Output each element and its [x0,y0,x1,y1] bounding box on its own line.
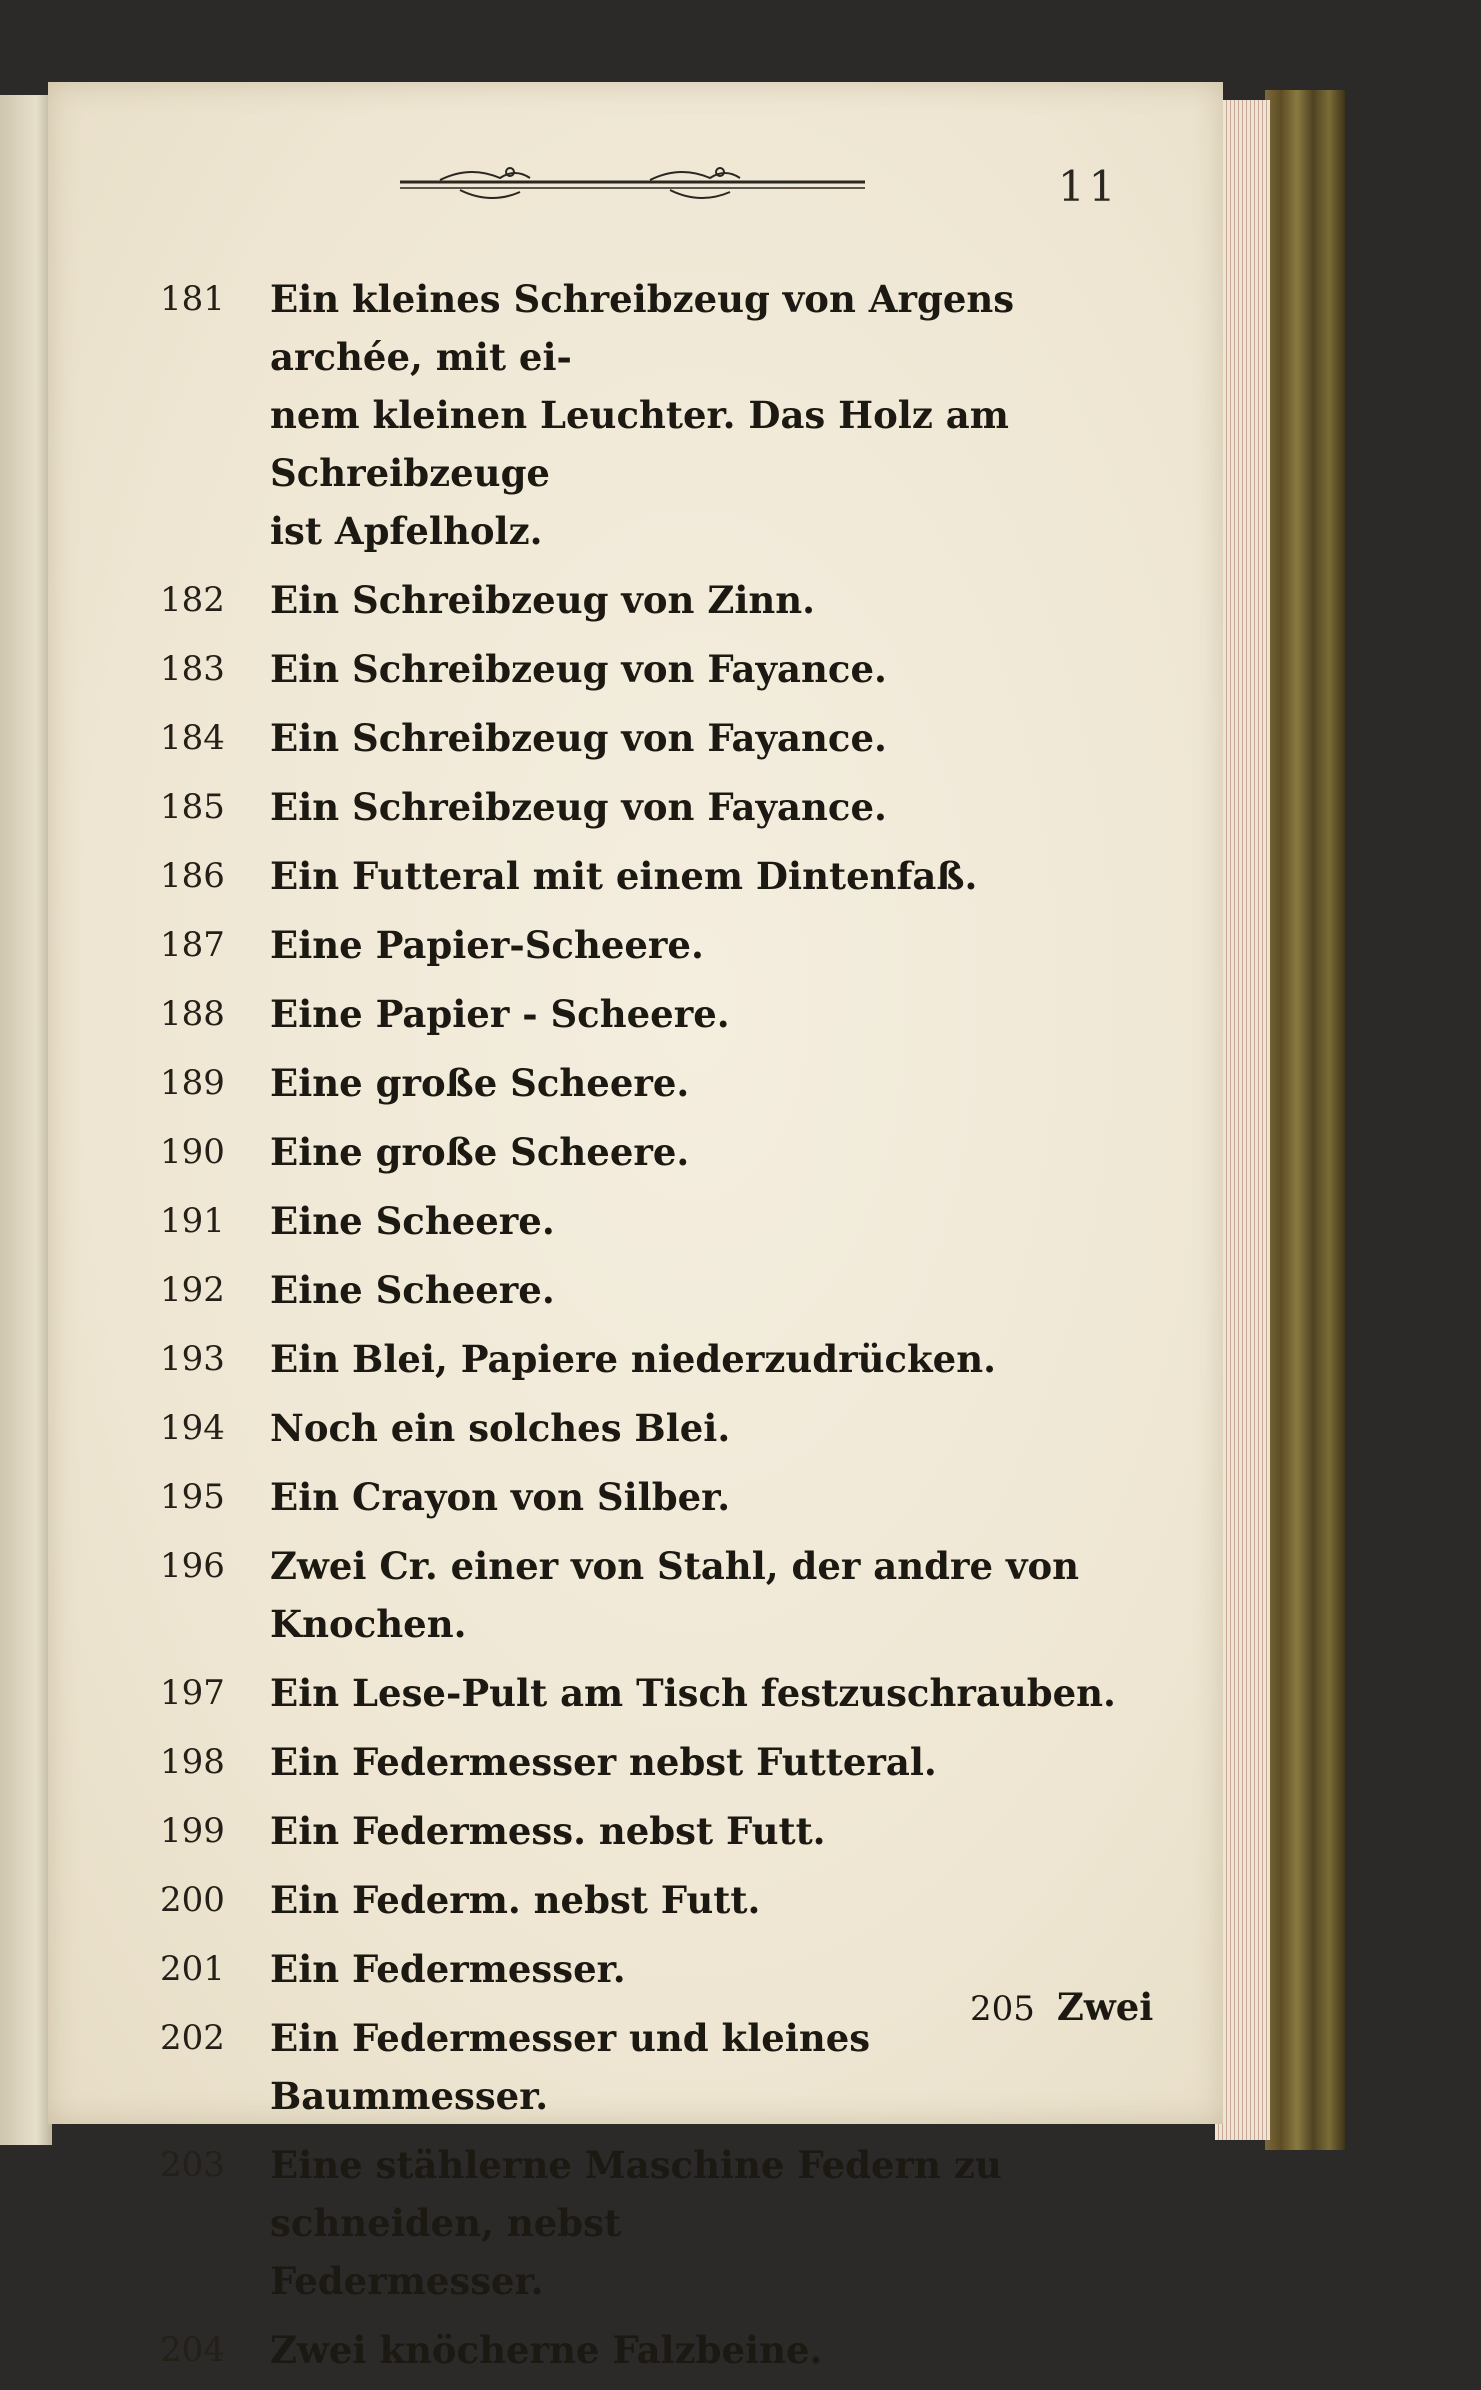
entry-line: Eine Papier - Scheere. [270,992,730,1036]
entry-line: Eine große Scheere. [270,1130,690,1174]
left-page-edge [0,95,52,2145]
entry-number: 195 [160,1477,225,1517]
entry-line: Ein Federmess. nebst Futt. [270,1809,826,1853]
entry-line: Ein Federmesser nebst Futteral. [270,1740,937,1784]
list-item [160,1330,1160,1388]
list-item [160,1733,1160,1791]
entry-text [270,1802,1160,1860]
inventory-list [160,270,1160,2390]
list-item [160,1537,1160,1653]
entry-number: 191 [160,1201,225,1241]
entry-line: Ein Schreibzeug von Zinn. [270,578,816,622]
list-item [160,1802,1160,1860]
catchword-word: Zwei [1056,1985,1154,2029]
entry-text [270,709,1160,767]
list-item [160,1871,1160,1929]
entry-line: Ein Federm. nebst Futt. [270,1878,761,1922]
page-stack-edge [1215,100,1270,2140]
entry-text [270,1192,1160,1250]
entry-line: Eine stählerne Maschine Federn zu schneiden, nebst [270,2143,1002,2245]
list-item [160,2321,1160,2379]
entry-number: 188 [160,994,225,1034]
ornament-rule-icon [400,160,865,210]
entry-text [270,1537,1160,1653]
entry-text [270,1733,1160,1791]
entry-line: nem kleinen Leuchter. Das Holz am Schreibzeuge [270,393,1009,495]
page-number: 11 [1058,162,1120,211]
entry-text [270,571,1160,629]
list-item [160,916,1160,974]
entry-text [270,1261,1160,1319]
list-item [160,571,1160,629]
list-item [160,1192,1160,1250]
entry-text [270,270,1160,560]
entry-number: 198 [160,1742,225,1782]
list-item [160,1468,1160,1526]
entry-line: Ein kleines Schreibzeug von Argens archée, mit ei- [270,277,1015,379]
entry-text [270,778,1160,836]
entry-text [270,1468,1160,1526]
entry-line: ist Apfelholz. [270,509,543,553]
entry-line: Ein Schreibzeug von Fayance. [270,785,887,829]
catchword-number: 205 [970,1989,1035,2029]
list-item [160,640,1160,698]
list-item [160,1664,1160,1722]
entry-line: Noch ein solches Blei. [270,1406,731,1450]
entry-number: 189 [160,1063,225,1103]
entry-line: Eine Scheere. [270,1199,555,1243]
entry-number: 181 [160,279,225,319]
entry-text [270,1871,1160,1929]
list-item [160,270,1160,560]
entry-number: 203 [160,2145,225,2185]
list-item [160,1123,1160,1181]
entry-number: 204 [160,2330,225,2370]
entry-number: 202 [160,2018,225,2058]
entry-text [270,985,1160,1043]
entry-line: Ein Futteral mit einem Dintenfaß. [270,854,978,898]
entry-number: 197 [160,1673,225,1713]
entry-text [270,847,1160,905]
entry-text [270,1399,1160,1457]
entry-text [270,1054,1160,1112]
entry-text [270,1123,1160,1181]
entry-number: 196 [160,1546,225,1586]
entry-text [270,1664,1160,1722]
entry-number: 194 [160,1408,225,1448]
entry-number: 200 [160,1880,225,1920]
entry-text [270,640,1160,698]
list-item [160,1399,1160,1457]
entry-number: 186 [160,856,225,896]
list-item [160,709,1160,767]
entry-line: Ein Blei, Papiere niederzudrücken. [270,1337,996,1381]
entry-line: Ein Federmesser und kleines Baummesser. [270,2016,871,2118]
entry-line: Ein Schreibzeug von Fayance. [270,647,887,691]
entry-text [270,916,1160,974]
entry-line: Ein Crayon von Silber. [270,1475,731,1519]
list-item [160,778,1160,836]
entry-text [270,2321,1160,2379]
entry-number: 201 [160,1949,225,1989]
entry-line: Zwei Cr. einer von Stahl, der andre von Knochen. [270,1544,1080,1646]
entry-number: 182 [160,580,225,620]
entry-line: Eine Scheere. [270,1268,555,1312]
entry-line: Ein Lese-Pult am Tisch festzuschrauben. [270,1671,1116,1715]
list-item [160,1261,1160,1319]
list-item [160,1054,1160,1112]
catchword [970,1985,1154,2029]
entry-line: Eine große Scheere. [270,1061,690,1105]
entry-line: Eine Papier-Scheere. [270,923,704,967]
entry-line: Federmesser. [270,2259,544,2303]
entry-number: 187 [160,925,225,965]
list-item [160,985,1160,1043]
book-cover-edge [1265,90,1345,2150]
list-item [160,847,1160,905]
entry-line: Ein Federmesser. [270,1947,626,1991]
entry-number: 192 [160,1270,225,1310]
entry-number: 184 [160,718,225,758]
entry-line: Zwei knöcherne Falzbeine. [270,2328,823,2372]
entry-line: Ein Schreibzeug von Fayance. [270,716,887,760]
entry-number: 193 [160,1339,225,1379]
entry-number: 183 [160,649,225,689]
list-item [160,2136,1160,2310]
entry-number: 185 [160,787,225,827]
entry-number: 199 [160,1811,225,1851]
entry-number: 190 [160,1132,225,1172]
entry-text [270,2136,1160,2310]
entry-text [270,1330,1160,1388]
